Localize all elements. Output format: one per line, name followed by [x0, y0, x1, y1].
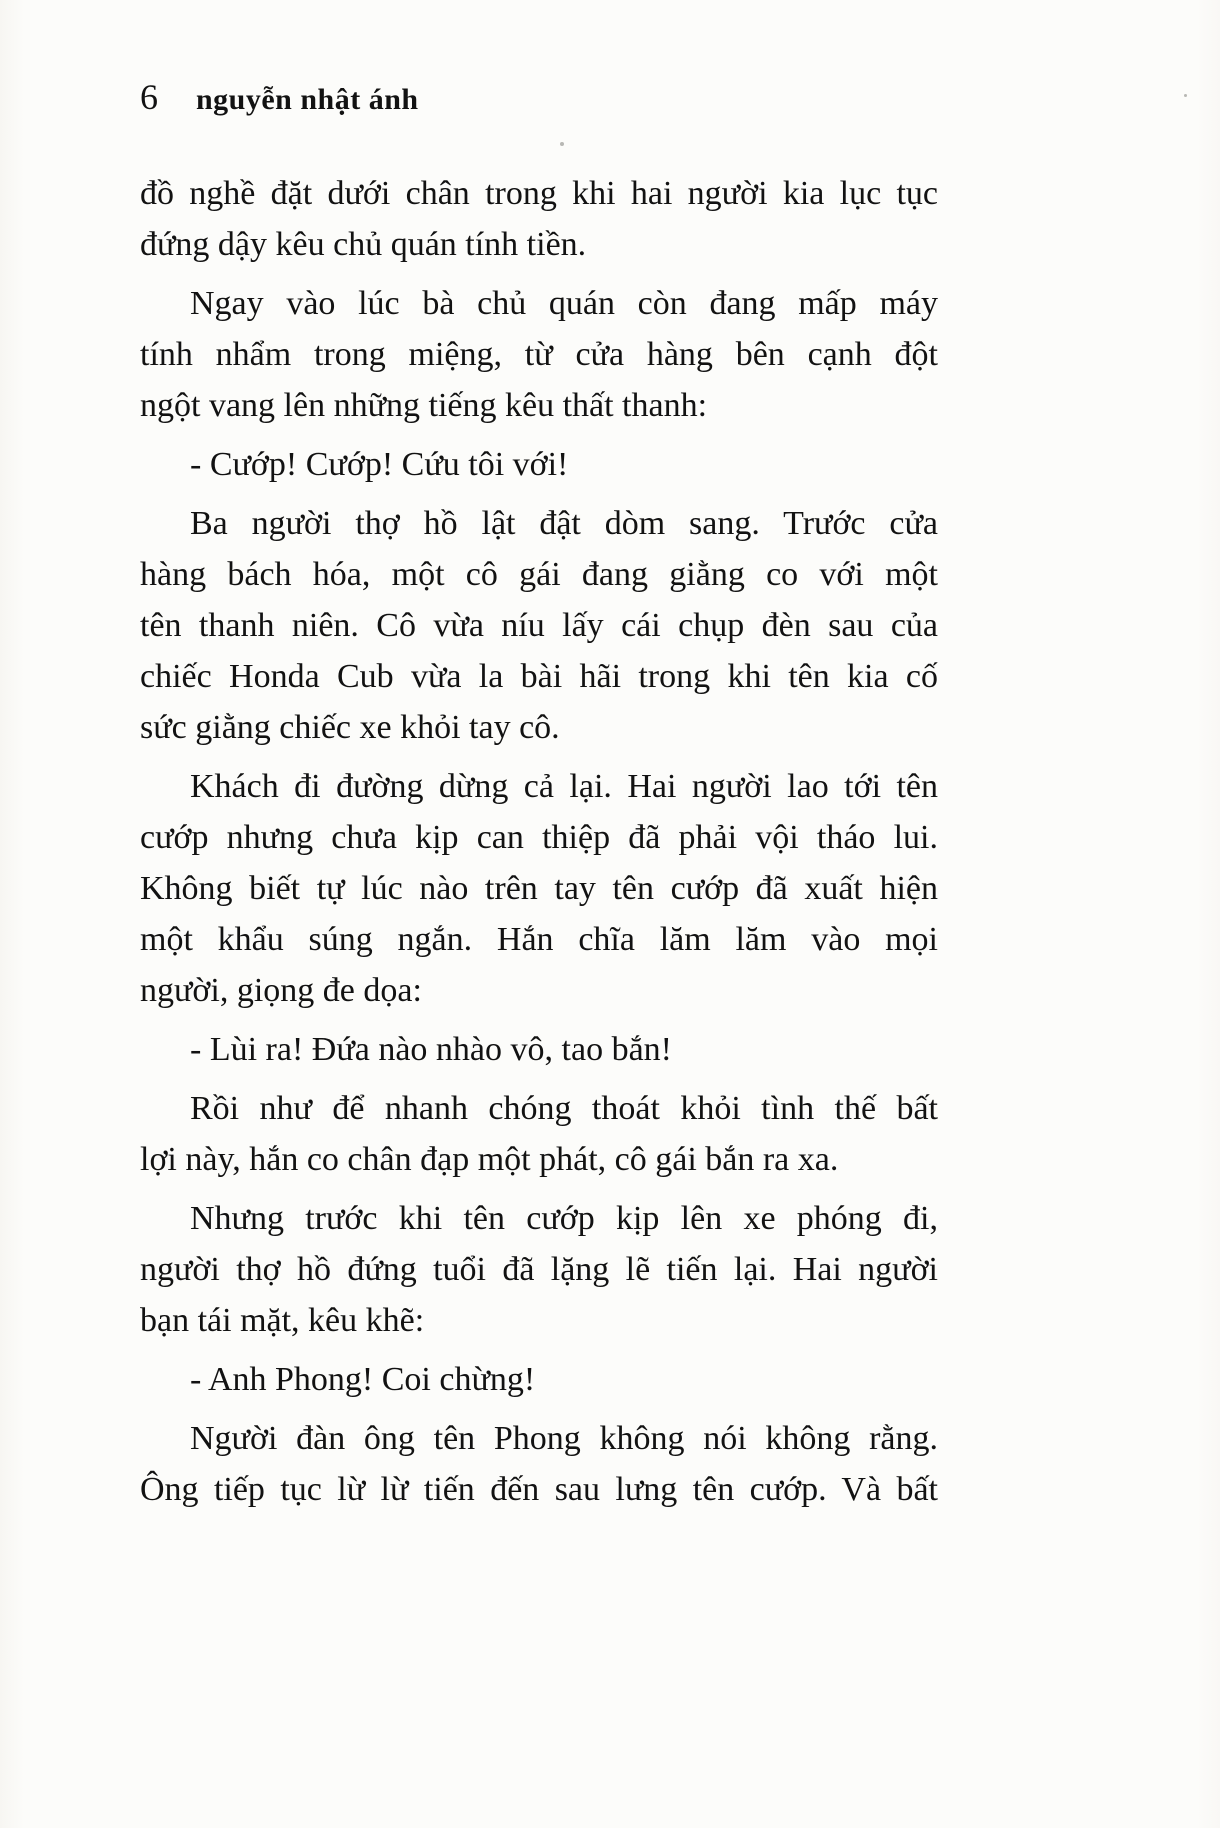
text-line: đứng dậy kêu chủ quán tính tiền.: [140, 226, 587, 263]
text-line: Không biết tự lúc nào trên tay tên cướp đã xuất hiện: [140, 870, 938, 907]
dialogue-paragraph: [140, 439, 938, 490]
text-line: đồ nghề đặt dưới chân trong khi hai người kia lục tục: [140, 175, 938, 212]
paragraph: [140, 278, 938, 431]
text-line: - Cướp! Cướp! Cứu tôi với!: [190, 446, 569, 483]
text-line: Ông tiếp tục lừ lừ tiến đến sau lưng tên cướp. Và bất: [140, 1471, 938, 1508]
text-line: hàng bách hóa, một cô gái đang giằng co với một: [140, 556, 938, 593]
text-line: ngột vang lên những tiếng kêu thất thanh:: [140, 387, 708, 424]
text-line: bạn tái mặt, kêu khẽ:: [140, 1302, 425, 1339]
text-line: người, giọng đe dọa:: [140, 972, 422, 1009]
text-line: Ngay vào lúc bà chủ quán còn đang mấp máy: [190, 285, 938, 322]
text-line: một khẩu súng ngắn. Hắn chĩa lăm lăm vào mọi: [140, 921, 938, 958]
text-line: Khách đi đường dừng cả lại. Hai người lao tới tên: [190, 768, 938, 805]
text-line: sức giằng chiếc xe khỏi tay cô.: [140, 709, 560, 746]
text-line: chiếc Honda Cub vừa la bài hãi trong khi tên kia cố: [140, 658, 938, 695]
text-line: Rồi như để nhanh chóng thoát khỏi tình thế bất: [190, 1090, 938, 1127]
paragraph: [140, 761, 938, 1016]
body-text: [140, 168, 938, 1523]
text-line: lợi này, hắn co chân đạp một phát, cô gái bắn ra xa.: [140, 1141, 839, 1178]
text-line: - Lùi ra! Đứa nào nhào vô, tao bắn!: [190, 1031, 672, 1068]
text-line: Ba người thợ hồ lật đật dòm sang. Trước cửa: [190, 505, 938, 542]
page-number: 6: [140, 77, 158, 117]
scan-speck: [560, 142, 564, 146]
text-line: cướp nhưng chưa kịp can thiệp đã phải vội tháo lui.: [140, 819, 938, 856]
text-line: tên thanh niên. Cô vừa níu lấy cái chụp đèn sau của: [140, 607, 938, 644]
running-header-author: nguyễn nhật ánh: [196, 83, 419, 116]
paragraph: [140, 498, 938, 753]
text-line: Người đàn ông tên Phong không nói không rằng.: [190, 1420, 938, 1457]
text-line: Nhưng trước khi tên cướp kịp lên xe phóng đi,: [190, 1200, 938, 1237]
dialogue-paragraph: [140, 1024, 938, 1075]
page-header: [140, 76, 419, 118]
dialogue-paragraph: [140, 1354, 938, 1405]
text-line: người thợ hồ đứng tuổi đã lặng lẽ tiến lại. Hai người: [140, 1251, 938, 1288]
paragraph: [140, 1413, 938, 1515]
paragraph: [140, 1193, 938, 1346]
text-line: - Anh Phong! Coi chừng!: [190, 1361, 536, 1398]
paragraph: [140, 1083, 938, 1185]
paragraph: [140, 168, 938, 270]
scan-speck: [1184, 94, 1187, 97]
text-line: tính nhẩm trong miệng, từ cửa hàng bên cạnh đột: [140, 336, 938, 373]
